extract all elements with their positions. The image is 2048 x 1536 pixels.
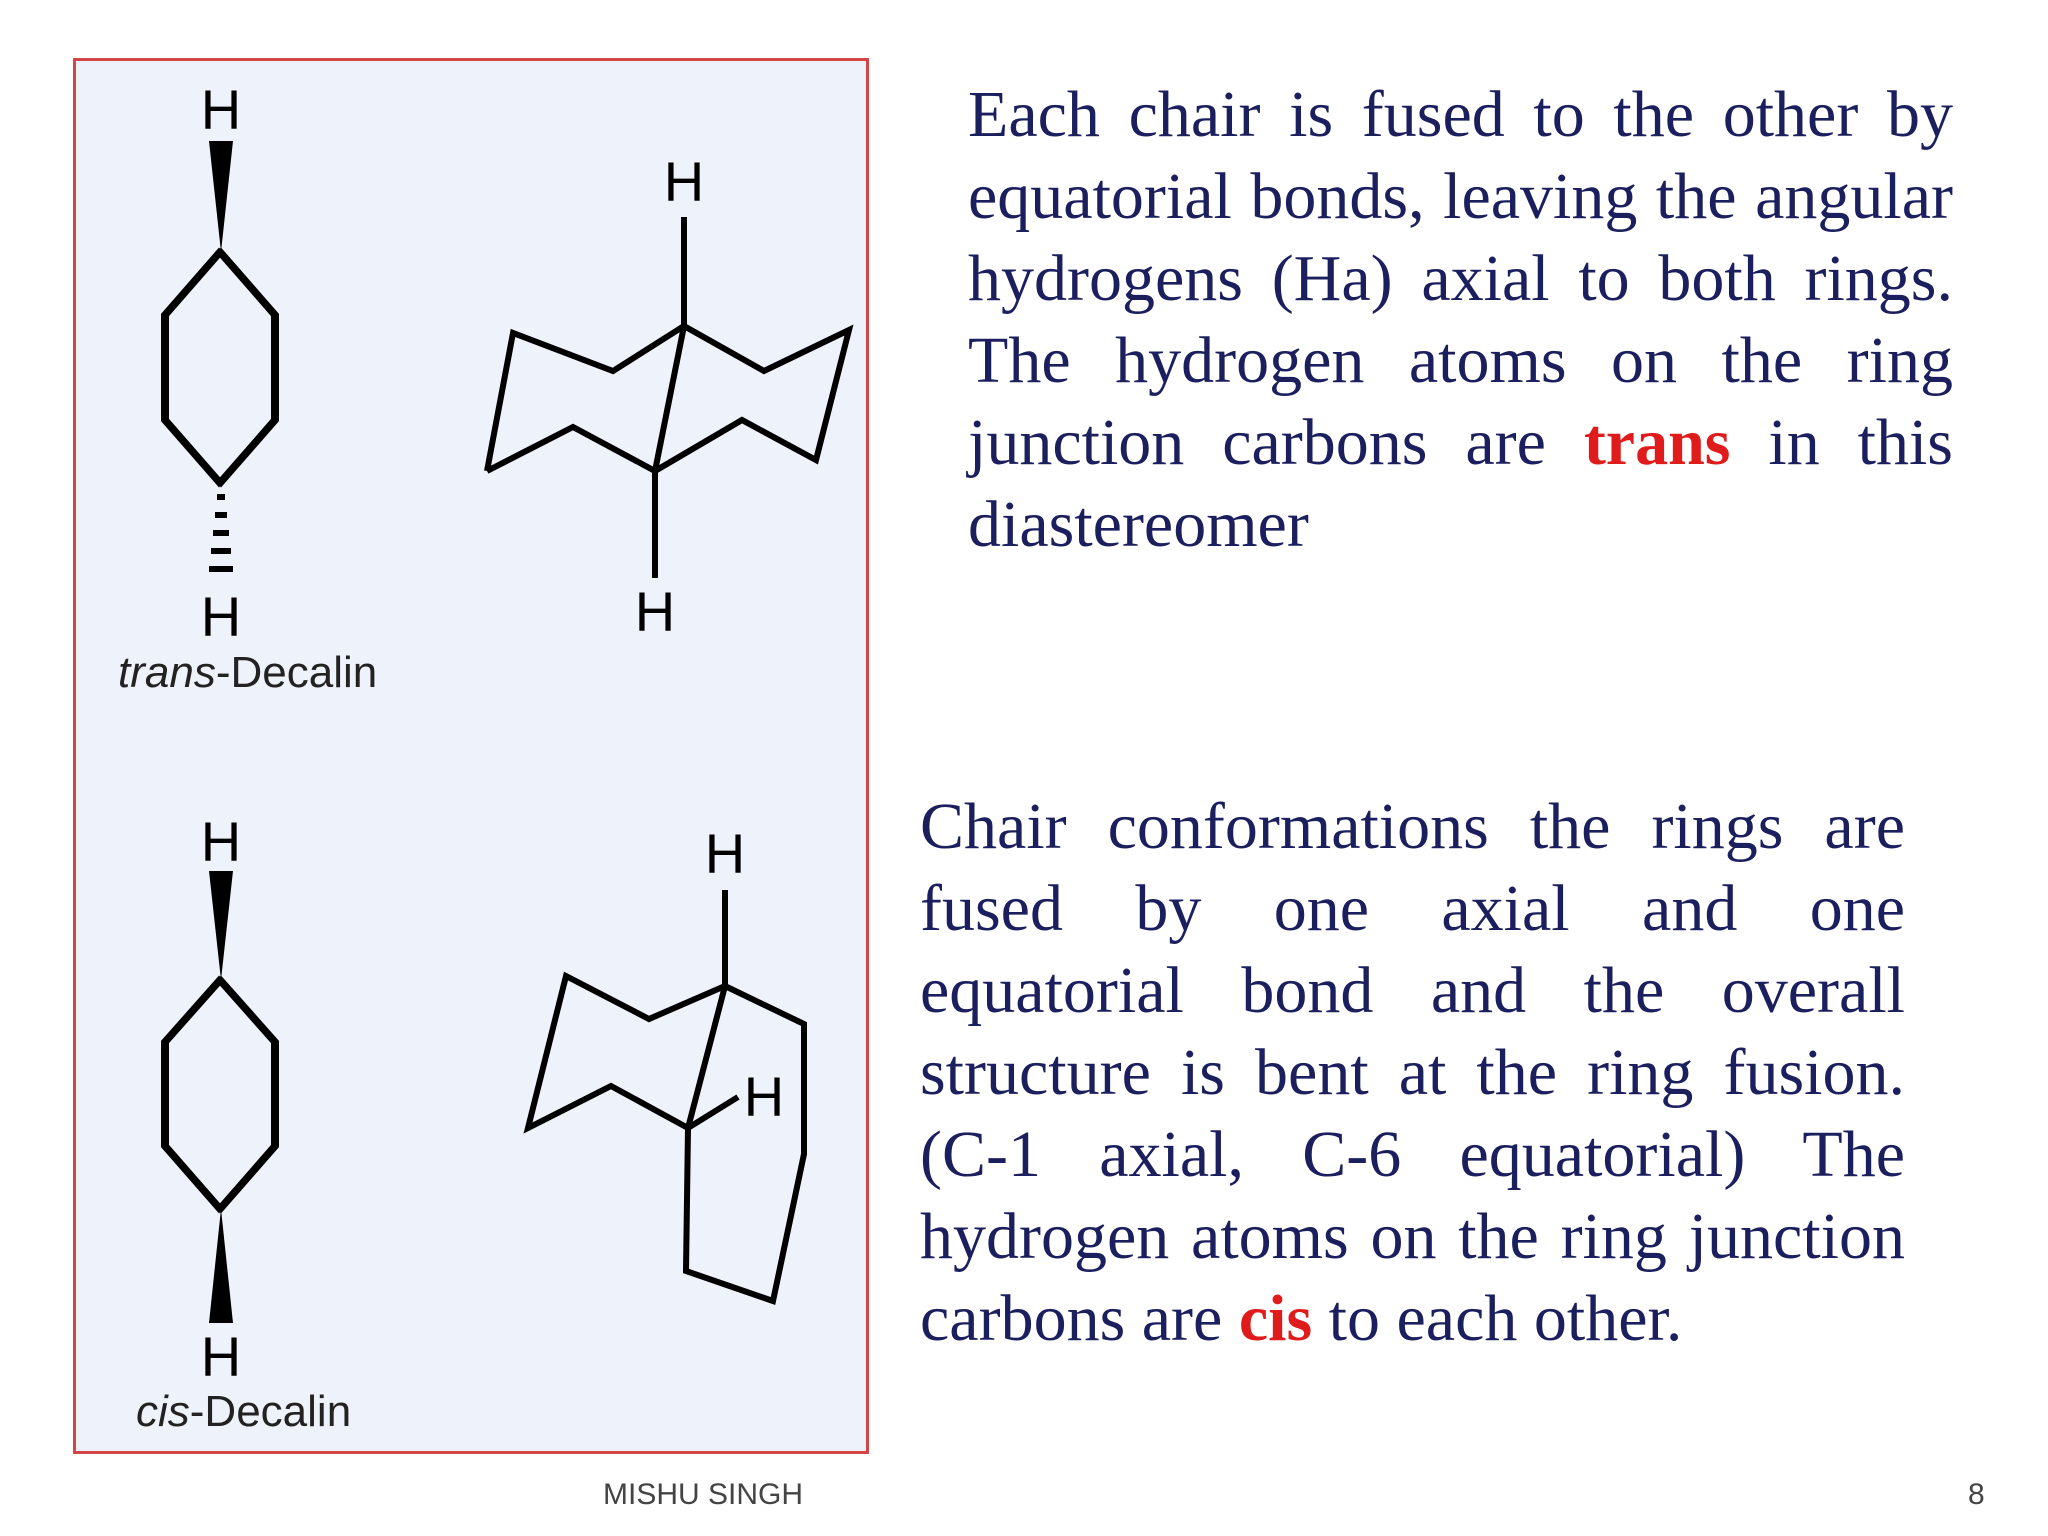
trans-decalin-caption: trans-Decalin xyxy=(118,648,378,697)
trans-flat-right-ring xyxy=(164,252,274,483)
trans-bottom-hash xyxy=(209,497,233,569)
decalin-figure-panel xyxy=(73,58,869,1454)
trans-highlight: trans xyxy=(1583,406,1731,479)
h-label: H xyxy=(200,1325,242,1388)
cis-decalin-description xyxy=(920,786,1905,1360)
h-label: H xyxy=(704,822,746,885)
cis-chair-right xyxy=(686,986,804,1301)
h-label: H xyxy=(200,78,242,141)
page-number: 8 xyxy=(1968,1478,1985,1511)
cis-bottom-wedge xyxy=(209,1209,233,1323)
cis-highlight: cis xyxy=(1238,1282,1313,1355)
cis-text-end: to each other. xyxy=(1312,1282,1683,1355)
h-label: H xyxy=(663,150,705,213)
cis-flat-left-ring xyxy=(166,980,276,1209)
h-label: H xyxy=(200,810,242,873)
footer-author: MISHU SINGH xyxy=(603,1478,804,1511)
trans-text: Each chair is fused to the other by equatorial bonds, leaving the angular hydrogens (Ha) axial to both rings. The hydrogen atoms on the ring junction carbons are xyxy=(968,78,1953,479)
trans-decalin-description xyxy=(968,74,1953,566)
h-label: H xyxy=(743,1065,785,1128)
h-label: H xyxy=(200,585,242,648)
trans-top-wedge xyxy=(209,141,233,252)
cis-text: Chair conformations the rings are fused by one axial and one equatorial bond and the overall structure is bent at the ring fusion. (C-1 axial, C-6 equatorial) The hydrogen atoms on the ring junction carbons are xyxy=(920,790,1905,1355)
h-label: H xyxy=(634,580,676,643)
trans-text-end: in this diastereomer xyxy=(968,406,1953,561)
cis-decalin-caption: cis-Decalin xyxy=(136,1387,352,1436)
cis-flat-right-ring xyxy=(164,980,274,1209)
decalin-structures xyxy=(76,61,872,1457)
cis-top-wedge xyxy=(209,871,233,980)
trans-flat-left-ring xyxy=(166,252,276,483)
